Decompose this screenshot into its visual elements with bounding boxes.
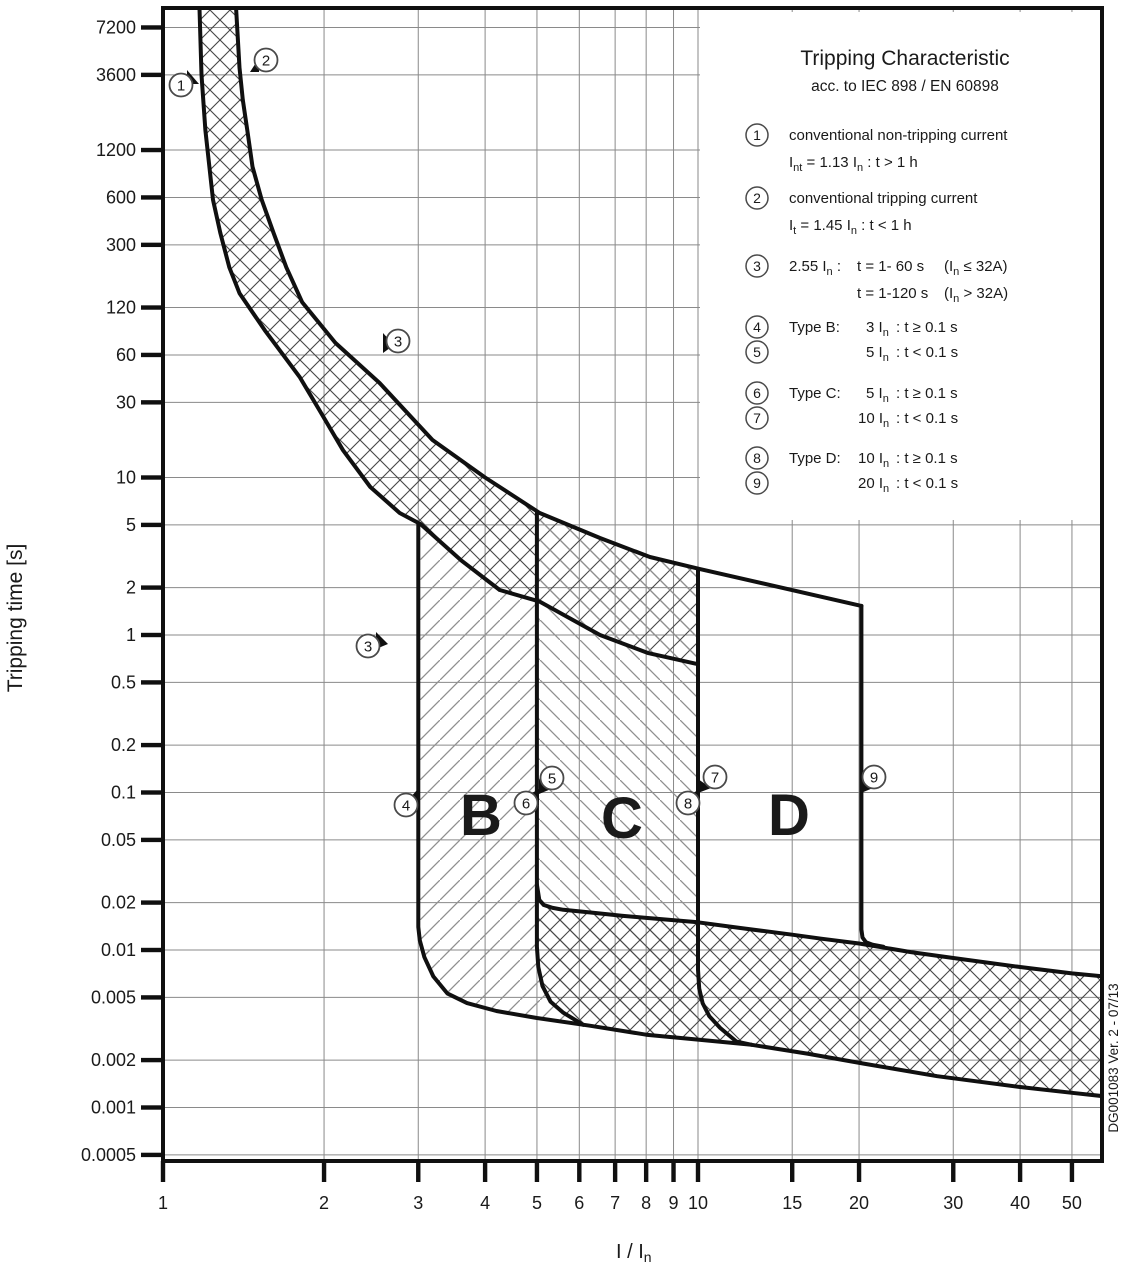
subscript: t: [793, 225, 797, 237]
y-tick-label-0.001: 0.001: [90, 1097, 136, 1118]
subscript: n: [882, 393, 889, 405]
text-run: (I: [944, 285, 954, 302]
x-tick-6: [577, 1161, 581, 1182]
subscript: n: [883, 483, 890, 495]
y-axis-title: Tripping time [s]: [4, 543, 27, 693]
x-tick-8: [644, 1161, 648, 1182]
x-tick-15: [790, 1161, 794, 1182]
x-tick-10: [696, 1161, 700, 1182]
y-tick-600: [141, 195, 163, 199]
text-run: 5 I: [866, 344, 883, 361]
legend-num-8: 8: [753, 450, 761, 466]
y-tick-label-5: 5: [125, 514, 136, 535]
text-run: 2.55 I: [789, 258, 827, 275]
y-tick-0.001: [141, 1105, 163, 1109]
y-tick-label-0.0005: 0.0005: [80, 1144, 136, 1165]
text-run: conventional tripping current: [789, 190, 978, 207]
x-tick-label-3: 3: [413, 1193, 424, 1213]
marker-num-2: 2: [261, 52, 271, 70]
y-tick-label-2: 2: [125, 577, 136, 598]
text-run: 3 I: [866, 319, 883, 336]
y-tick-label-0.5: 0.5: [110, 672, 136, 693]
x-tick-label-50: 50: [1061, 1193, 1082, 1213]
y-tick-label-7200: 7200: [95, 17, 136, 38]
y-tick-1200: [141, 148, 163, 152]
marker-num-3: 3: [363, 638, 373, 656]
y-tick-0.0005: [141, 1153, 163, 1157]
y-tick-60: [141, 353, 163, 357]
marker-num-7: 7: [710, 769, 720, 787]
x-tick-50: [1070, 1161, 1074, 1182]
y-tick-label-120: 120: [105, 297, 136, 318]
text-run: ≤ 32A): [959, 258, 1008, 275]
y-tick-1: [141, 633, 163, 637]
y-tick-10: [141, 475, 163, 479]
subscript: n: [953, 266, 960, 278]
y-tick-30: [141, 400, 163, 404]
legend-text: [789, 385, 841, 402]
subscript: n: [882, 352, 889, 364]
x-tick-label-9: 9: [668, 1193, 679, 1213]
x-tick-40: [1018, 1161, 1022, 1182]
x-tick-3: [416, 1161, 420, 1182]
text-run: : t < 0.1 s: [896, 410, 959, 427]
y-tick-label-0.01: 0.01: [100, 940, 136, 960]
legend-text: [857, 258, 924, 275]
y-tick-7200: [141, 25, 163, 29]
text-run: conventional non-tripping current: [789, 127, 1008, 144]
subscript: n: [850, 225, 857, 237]
legend-num-7: 7: [753, 410, 761, 426]
y-tick-2: [141, 585, 163, 589]
text-run: = 1.13 I: [802, 154, 857, 171]
y-tick-label-1: 1: [125, 625, 136, 645]
text-run: I / I: [616, 1241, 644, 1263]
y-tick-label-3600: 3600: [95, 64, 136, 85]
text-run: Type D:: [789, 450, 841, 467]
legend-text: [896, 450, 958, 467]
y-tick-0.05: [141, 838, 163, 842]
text-run: :: [832, 258, 841, 275]
y-tick-label-300: 300: [105, 234, 136, 255]
subscript: n: [883, 458, 890, 470]
region-label-B: B: [460, 783, 502, 848]
text-run: 10 I: [858, 450, 884, 467]
y-tick-label-0.005: 0.005: [90, 987, 136, 1008]
x-tick-1: [161, 1161, 165, 1182]
y-tick-3600: [141, 73, 163, 77]
marker-num-1: 1: [176, 77, 186, 95]
y-tick-5: [141, 523, 163, 527]
region-label-D: D: [768, 783, 810, 848]
legend-title: Tripping Characteristic: [800, 47, 1010, 70]
x-tick-label-30: 30: [943, 1193, 964, 1213]
y-tick-label-600: 600: [105, 187, 136, 208]
legend-num-5: 5: [753, 344, 761, 360]
text-run: : t < 0.1 s: [896, 475, 959, 492]
legend-text: [896, 319, 958, 336]
legend-num-1: 1: [753, 127, 761, 143]
y-tick-0.005: [141, 995, 163, 999]
text-run: I: [789, 154, 794, 171]
text-run: t = 1-120 s: [857, 285, 929, 302]
text-run: (I: [944, 258, 954, 275]
marker-num-3: 3: [393, 333, 403, 351]
text-run: I: [789, 217, 794, 234]
legend-subtitle: acc. to IEC 898 / EN 60898: [811, 78, 999, 95]
x-tick-label-2: 2: [319, 1193, 330, 1213]
legend-text: [857, 285, 928, 302]
legend-text: [896, 385, 958, 402]
legend-text: [896, 475, 958, 492]
legend-text: [896, 410, 958, 427]
x-tick-20: [857, 1161, 861, 1182]
x-tick-4: [483, 1161, 487, 1182]
x-tick-label-15: 15: [782, 1193, 803, 1213]
subscript: n: [882, 327, 889, 339]
x-tick-label-4: 4: [480, 1193, 491, 1213]
y-tick-0.5: [141, 680, 163, 684]
y-tick-0.2: [141, 743, 163, 747]
legend-text: [896, 344, 958, 361]
legend-num-9: 9: [753, 475, 761, 491]
y-tick-label-30: 30: [115, 392, 136, 413]
subscript: nt: [793, 162, 803, 174]
text-run: : t ≥ 0.1 s: [896, 385, 958, 402]
x-tick-label-8: 8: [641, 1193, 652, 1213]
y-tick-0.02: [141, 900, 163, 904]
marker-num-9: 9: [869, 769, 879, 787]
text-run: 20 I: [858, 475, 884, 492]
y-tick-label-0.1: 0.1: [110, 782, 136, 803]
y-tick-label-0.05: 0.05: [100, 829, 136, 850]
legend-num-4: 4: [753, 319, 761, 335]
y-tick-0.01: [141, 948, 163, 952]
x-tick-2: [322, 1161, 326, 1182]
y-tick-label-10: 10: [115, 467, 136, 488]
legend-text: [789, 319, 840, 336]
text-run: 5 I: [866, 385, 883, 402]
text-run: Type C:: [789, 385, 841, 402]
legend-num-3: 3: [753, 258, 761, 274]
text-run: Type B:: [789, 319, 840, 336]
text-run: : t < 0.1 s: [896, 344, 959, 361]
x-tick-label-1: 1: [157, 1193, 169, 1213]
x-tick-5: [535, 1161, 539, 1182]
subscript: n: [826, 266, 833, 278]
y-tick-label-0.02: 0.02: [100, 892, 136, 913]
legend-text: [789, 450, 841, 467]
x-tick-label-7: 7: [610, 1193, 621, 1213]
text-run: t = 1- 60 s: [857, 258, 925, 275]
text-run: > 32A): [959, 285, 1009, 302]
y-tick-300: [141, 243, 163, 247]
y-tick-120: [141, 305, 163, 309]
x-tick-label-10: 10: [687, 1193, 709, 1213]
text-run: : t > 1 h: [863, 154, 918, 171]
marker-num-4: 4: [401, 797, 411, 815]
subscript: n: [856, 162, 864, 174]
legend-num-2: 2: [753, 190, 761, 206]
y-tick-0.1: [141, 790, 163, 794]
marker-num-8: 8: [683, 795, 693, 813]
x-tick-label-20: 20: [849, 1193, 870, 1213]
y-tick-label-0.2: 0.2: [110, 735, 136, 756]
marker-num-6: 6: [521, 795, 531, 813]
text-run: = 1.45 I: [796, 217, 851, 234]
text-run: : t < 1 h: [856, 217, 912, 234]
subscript: n: [953, 293, 960, 305]
y-tick-label-1200: 1200: [95, 140, 136, 161]
x-tick-7: [613, 1161, 617, 1182]
legend-text: [789, 190, 978, 207]
x-tick-label-6: 6: [574, 1193, 585, 1213]
x-tick-label-5: 5: [531, 1193, 542, 1213]
x-tick-label-40: 40: [1010, 1193, 1031, 1213]
document-number: DG001083 Ver. 2 - 07/13: [1106, 983, 1121, 1133]
text-run: : t ≥ 0.1 s: [896, 319, 958, 336]
region-label-C: C: [601, 786, 643, 851]
text-run: : t ≥ 0.1 s: [896, 450, 958, 467]
subscript: n: [643, 1249, 652, 1265]
marker-num-5: 5: [547, 770, 557, 788]
text-run: 10 I: [858, 410, 884, 427]
x-tick-9: [671, 1161, 675, 1182]
y-tick-label-0.002: 0.002: [90, 1050, 136, 1071]
legend-text: [789, 127, 1008, 144]
x-tick-30: [951, 1161, 955, 1182]
y-tick-label-60: 60: [115, 344, 136, 365]
y-tick-0.002: [141, 1058, 163, 1062]
legend-num-6: 6: [753, 385, 761, 401]
subscript: n: [883, 418, 890, 430]
